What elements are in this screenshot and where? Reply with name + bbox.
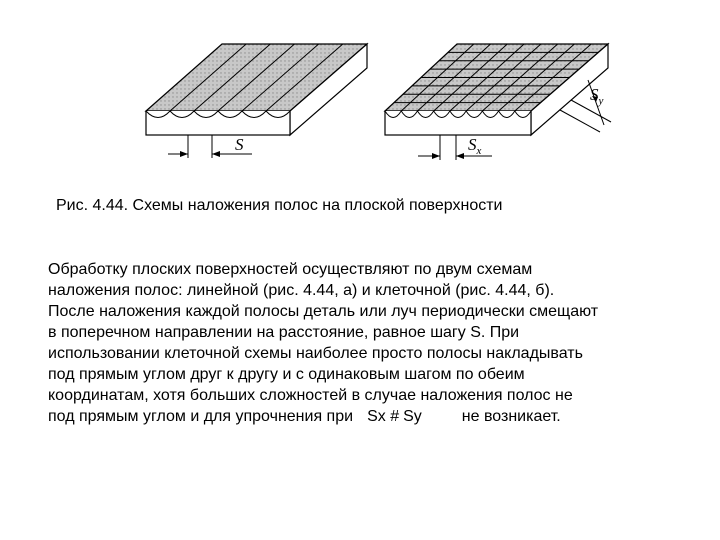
paragraph-line: использовании клеточной схемы наиболее просто полосы накладывать: [48, 345, 583, 362]
paragraph-line: координатам, хотя больших сложностей в случае наложения полос не: [48, 387, 573, 404]
dimension-sx-label: $S_x$: [468, 135, 482, 157]
figure-caption: Рис. 4.44. Схемы наложения полос на плоской поверхности: [56, 197, 503, 214]
plate-linear: [146, 44, 367, 158]
paragraph-line: под прямым углом друг к другу и с одинаковым шагом по обеим: [48, 366, 525, 383]
paragraph-text: не возникает.: [461, 408, 561, 425]
formula-sx: Sx: [367, 408, 386, 425]
paragraph-line: в поперечном направлении на расстояние, равное шагу S. При: [48, 324, 520, 341]
formula-sy: Sy: [403, 408, 422, 425]
body-paragraph: [48, 259, 688, 427]
paragraph-line: После наложения каждой полосы деталь или луч периодически смещают: [48, 303, 599, 320]
plate-cellular: [385, 44, 611, 160]
dimension-s-label: S: [235, 135, 244, 154]
paragraph-line-last: [48, 406, 688, 427]
paragraph-line: Обработку плоских поверхностей осуществляют по двум схемам: [48, 261, 533, 278]
formula-not-equal-sign: #: [390, 408, 400, 425]
dimension-sy-label: $S_y$: [590, 85, 604, 107]
figure-strip-schemes: [0, 0, 720, 180]
paragraph-line: наложения полос: линейной (рис. 4.44, а) и клеточной (рис. 4.44, б).: [48, 282, 555, 299]
paragraph-text: под прямым углом и для упрочнения при: [48, 408, 354, 425]
